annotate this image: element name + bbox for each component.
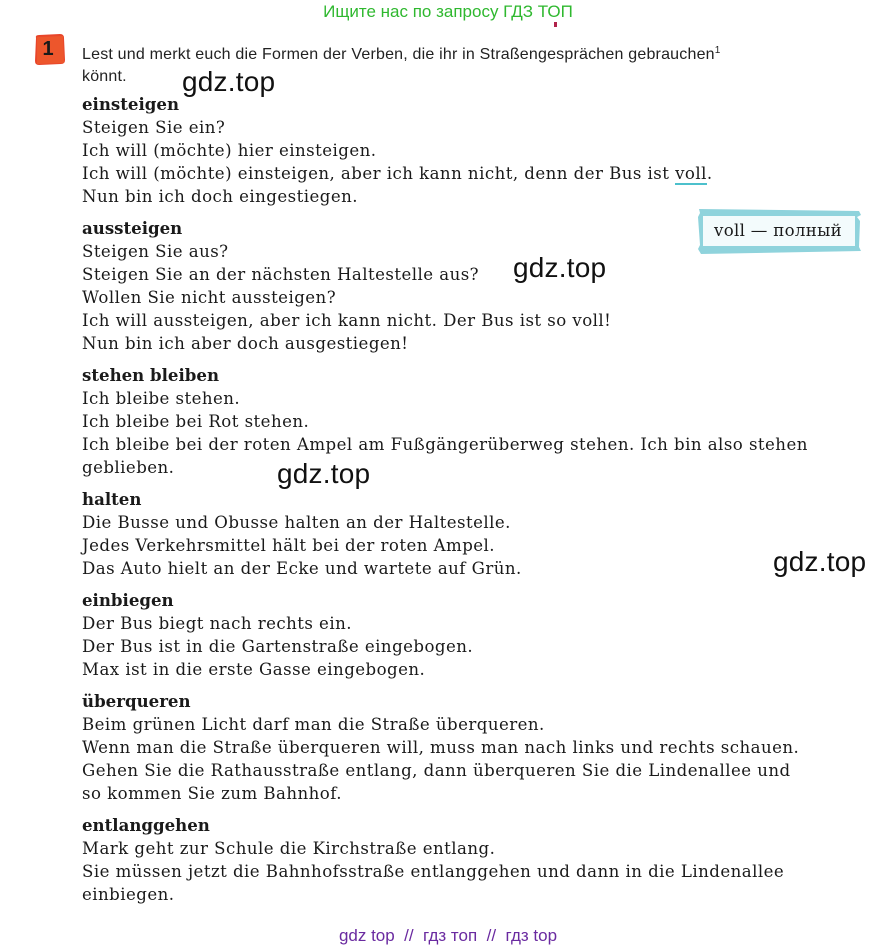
example-line: Ich bleibe bei der roten Ampel am Fußgängerüberweg stehen. Ich bin also stehen [82, 435, 808, 454]
example-line: Der Bus ist in die Gartenstraße eingebogen. [82, 637, 474, 656]
verb-block-stehen-bleiben [82, 364, 862, 479]
verb-heading: aussteigen [82, 218, 183, 238]
example-line: Wollen Sie nicht aussteigen? [82, 288, 337, 307]
instruction-line-2: könnt. [82, 68, 127, 85]
example-line: Nun bin ich doch eingestiegen. [82, 187, 358, 206]
example-line: geblieben. [82, 458, 175, 477]
instruction-line-1: Lest und merkt euch die Formen der Verben, die ihr in Straßengesprächen gebrauchen [82, 46, 715, 63]
example-line: Ich will (möchte) hier einsteigen. [82, 141, 377, 160]
underlined-word: voll [675, 164, 707, 183]
example-line: Jedes Verkehrsmittel hält bei der roten Ampel. [82, 536, 496, 555]
watermark: gdz.top [513, 252, 607, 283]
watermark: gdz.top [182, 66, 276, 97]
watermark: gdz.top [277, 458, 371, 489]
vocab-note-text: voll — полный [714, 221, 842, 240]
example-line: Ich bleibe bei Rot stehen. [82, 412, 310, 431]
example-line: Beim grünen Licht darf man die Straße überqueren. [82, 715, 545, 734]
example-line: Sie müssen jetzt die Bahnhofsstraße entlanggehen und dann in die Lindenallee [82, 862, 785, 881]
verb-heading: halten [82, 489, 142, 509]
footnote-mark: 1 [714, 45, 721, 56]
example-line: einbiegen. [82, 885, 175, 904]
verb-heading: einsteigen [82, 94, 180, 114]
verb-block-einsteigen [82, 93, 862, 208]
example-line: Steigen Sie ein? [82, 118, 226, 137]
example-line: Das Auto hielt an der Ecke und wartete auf Grün. [82, 559, 522, 578]
example-line: Ich will aussteigen, aber ich kann nicht. Der Bus ist so voll! [82, 311, 612, 330]
example-line: Ich bleibe stehen. [82, 389, 241, 408]
example-line: Die Busse und Obusse halten an der Haltestelle. [82, 513, 511, 532]
example-line: Steigen Sie an der nächsten Haltestelle aus? [82, 265, 480, 284]
verb-block-entlanggehen [82, 814, 862, 906]
vocabulary-note [697, 207, 863, 255]
verb-heading: entlanggehen [82, 815, 210, 835]
verb-heading: stehen bleiben [82, 365, 220, 385]
example-line: Wenn man die Straße überqueren will, muss man nach links und rechts schauen. [82, 738, 800, 757]
watermark: gdz.top [773, 546, 867, 577]
exercise-number-badge [33, 33, 67, 67]
example-line: Gehen Sie die Rathausstraße entlang, dann überqueren Sie die Lindenallee und [82, 761, 791, 780]
sentence-end: . [706, 164, 713, 183]
example-line: Steigen Sie aus? [82, 242, 229, 261]
example-line-text: Ich will (möchte) einsteigen, aber ich kann nicht, denn der Bus ist [82, 164, 676, 183]
example-line: Nun bin ich aber doch ausgestiegen! [82, 334, 409, 353]
verb-block-ueberqueren [82, 690, 862, 805]
decorative-tick [554, 22, 557, 27]
top-banner: Ищите нас по запросу ГДЗ ТОП [323, 2, 573, 21]
example-line: Mark geht zur Schule die Kirchstraße entlang. [82, 839, 496, 858]
verb-heading: einbiegen [82, 590, 174, 610]
verb-block-halten [82, 488, 862, 580]
verb-heading: überqueren [82, 691, 191, 711]
example-line: Max ist in die erste Gasse eingebogen. [82, 660, 426, 679]
example-line [82, 162, 862, 185]
exercise-number: 1 [42, 38, 54, 60]
footer-links: gdz top // гдз топ // гдз top [338, 926, 558, 945]
verb-block-einbiegen [82, 589, 862, 681]
example-line: Der Bus biegt nach rechts ein. [82, 614, 352, 633]
example-line: so kommen Sie zum Bahnhof. [82, 784, 342, 803]
